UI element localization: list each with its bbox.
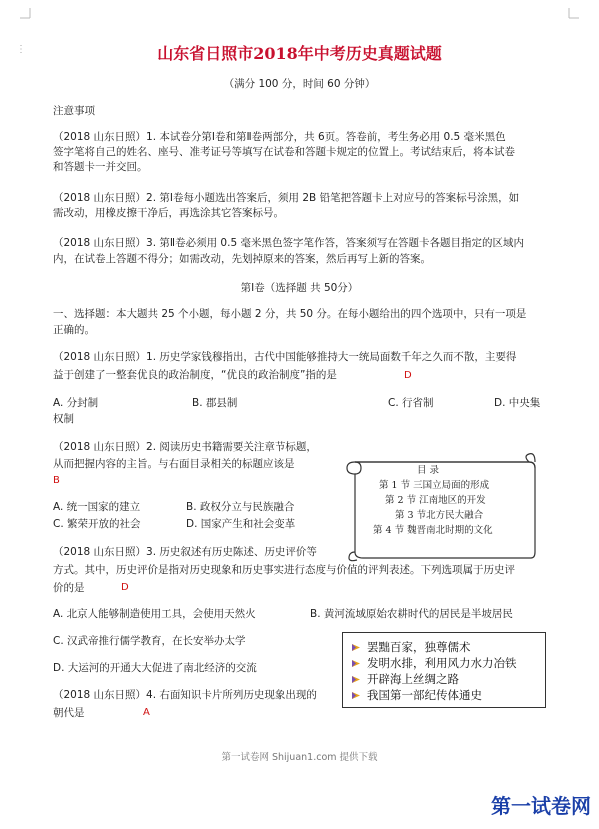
q1-option-a: A. 分封制 [53, 397, 99, 409]
q1-stem-line1: （2018 山东日照）1. 历史学家钱穆指出，古代中国能够推持大一统局面数千年之久而不散，主要得 [53, 351, 517, 363]
q1-option-d-wrap: 权制 [53, 413, 74, 425]
q1-option-d: D. 中央集 [494, 397, 541, 409]
card-row-4-text: 我国第一部纪传体通史 [367, 688, 482, 702]
q4-stem-line2: 朝代是 [53, 707, 85, 719]
q3-stem-line3: 价的是 [53, 582, 85, 594]
bullet-icon [351, 643, 361, 652]
page-footer: 第一试卷网 Shijuan1.com 提供下载 [221, 752, 378, 763]
notice-item3-line1: （2018 山东日照）3. 第Ⅱ卷必须用 0.5 毫米黑色签字笔作答，答案须写在答题卡各题目指定的区域内 [53, 237, 524, 249]
q4-stem-line1: （2018 山东日照）4. 右面知识卡片所列历史现象出现的 [53, 689, 317, 701]
q4-answer: A [143, 707, 150, 718]
notice-item2-line2: 需改动，用橡皮擦干净后，再选涂其它答案标号。 [53, 207, 284, 219]
bullet-icon [351, 675, 361, 684]
q2-option-c: C. 繁荣开放的社会 [53, 518, 141, 530]
card-row-1-text: 罢黜百家，独尊儒术 [367, 640, 471, 654]
section1-heading: 第Ⅰ卷（选择题 共 50分） [240, 282, 359, 294]
q3-option-c: C. 汉武帝推行儒学教育，在长安举办太学 [53, 635, 246, 647]
notice-heading: 注意事项 [53, 105, 95, 117]
card-row-2 [351, 655, 517, 671]
knowledge-card [342, 632, 546, 708]
q1-stem-line2: 益于创建了一整套优良的政治制度，“优良的政治制度”指的是 [53, 369, 337, 381]
card-row-3 [351, 671, 459, 687]
bullet-icon [351, 691, 361, 700]
toc-row-3: 第 3 节北方民大融合 [395, 510, 484, 521]
q3-option-b: B. 黄河流域原始农耕时代的居民是半坡居民 [310, 608, 513, 620]
toc-row-1: 第 1 节 三国立局面的形成 [379, 480, 490, 491]
site-watermark-logo[interactable]: 第一试卷网 [491, 794, 591, 818]
toc-row-2: 第 2 节 江南地区的开发 [385, 495, 486, 506]
notice-item1-line1: （2018 山东日照）1. 本试卷分第Ⅰ卷和第Ⅱ卷两部分，共 6页。答卷前，考生务必用 0.5 毫米黑色 [53, 131, 506, 143]
card-row-1 [351, 639, 471, 655]
toc-scroll-figure [345, 452, 537, 562]
document-title: 山东省日照市2018年中考历史真题试题 [157, 44, 442, 63]
section1-intro-line2: 正确的。 [53, 324, 95, 336]
q3-stem-line2: 方式。其中，历史评价是指对历史现象和历史事实进行态度与价值的评判表述。下列选项属于历史评 [53, 564, 515, 576]
toc-heading: 目 录 [417, 465, 440, 476]
notice-item1-line2: 签字笔将自己的姓名、座号、准考证号等填写在试卷和答题卡规定的位置上。考试结束后，将本试卷 [53, 146, 515, 158]
q1-option-c: C. 行省制 [388, 397, 434, 409]
margin-dot-marks: ⋮ [16, 44, 26, 55]
q1-answer: D [404, 370, 412, 381]
card-row-3-text: 开辟海上丝绸之路 [367, 672, 459, 686]
q2-stem-line1: （2018 山东日照）2. 阅读历史书籍需要关注章节标题， [53, 441, 317, 453]
card-row-2-text: 发明水排，利用风力水力冶铁 [367, 656, 517, 670]
bullet-icon [351, 659, 361, 668]
q3-stem-line1: （2018 山东日照）3. 历史叙述有历史陈述、历史评价等 [53, 546, 317, 558]
q2-stem-line2: 从而把握内容的主旨。与右面目录相关的标题应该是 [53, 458, 295, 470]
q2-answer: B [53, 475, 60, 486]
q2-option-a: A. 统一国家的建立 [53, 501, 141, 513]
notice-item3-line2: 内，在试卷上答题不得分；如需改动，先划掉原来的答案，然后再写上新的答案。 [53, 253, 431, 265]
q3-option-a: A. 北京人能够制造使用工具，会使用天然火 [53, 608, 256, 620]
q3-option-d: D. 大运河的开通大大促进了南北经济的交流 [53, 662, 257, 674]
section1-intro-line1: 一、选择题：本大题共 25 个小题，每小题 2 分，共 50 分。在每小题给出的四个选项中，只有一项是 [53, 308, 527, 320]
q3-answer: D [121, 582, 129, 593]
toc-row-4: 第 4 节 魏晋南北时期的文化 [373, 525, 493, 536]
card-row-4 [351, 687, 482, 703]
q2-option-b: B. 政权分立与民族融合 [186, 501, 295, 513]
q2-option-d: D. 国家产生和社会变革 [186, 518, 296, 530]
notice-item1-line3: 和答题卡一并交回。 [53, 161, 148, 173]
document-subtitle: （满分 100 分，时间 60 分钟） [223, 78, 376, 90]
notice-item2-line1: （2018 山东日照）2. 第Ⅰ卷每小题选出答案后，须用 2B 铅笔把答题卡上对应号的答案标号涂黑，如 [53, 192, 520, 204]
q1-option-b: B. 郡县制 [192, 397, 238, 409]
